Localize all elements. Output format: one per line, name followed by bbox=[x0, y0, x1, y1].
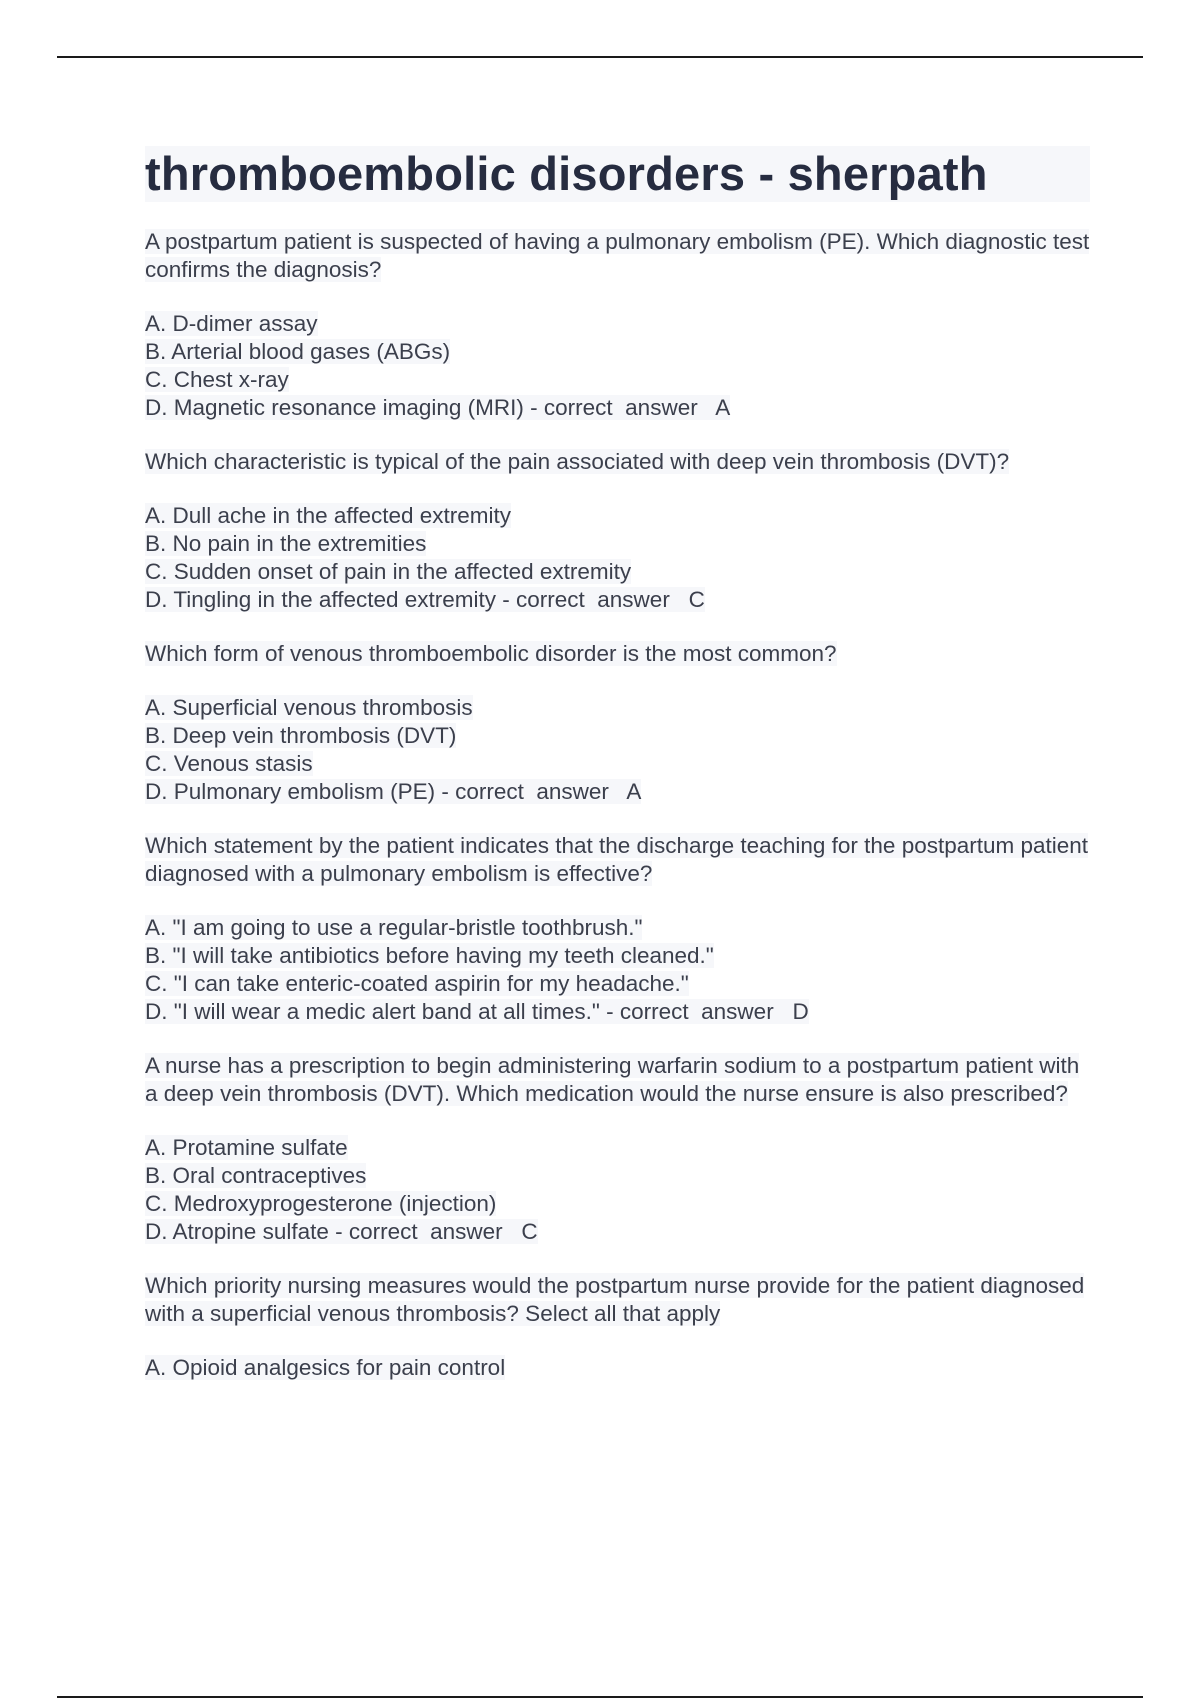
option-c: C. Medroxyprogesterone (injection) bbox=[145, 1191, 497, 1216]
correct-answer-label: - correct answer bbox=[328, 1219, 522, 1244]
correct-answer-label: - correct answer bbox=[435, 779, 627, 804]
correct-answer-value: D bbox=[792, 999, 809, 1024]
options-list bbox=[145, 502, 1090, 614]
correct-answer-label: - correct answer bbox=[496, 587, 689, 612]
bottom-rule bbox=[57, 1696, 1143, 1698]
question-6 bbox=[145, 1272, 1090, 1382]
option-c: C. Chest x-ray bbox=[145, 367, 289, 392]
question-text: Which priority nursing measures would the postpartum nurse provide for the patient diagnosed with a superficial venous thrombosis? Select all that apply bbox=[145, 1273, 1085, 1326]
option-a: A. D-dimer assay bbox=[145, 311, 318, 336]
options-list bbox=[145, 914, 1090, 1026]
option-b: B. Arterial blood gases (ABGs) bbox=[145, 339, 451, 364]
option-d: D. Magnetic resonance imaging (MRI) - correct answer A bbox=[145, 395, 731, 420]
top-rule bbox=[57, 56, 1143, 58]
option-b: B. Deep vein thrombosis (DVT) bbox=[145, 723, 457, 748]
option-d: D. Pulmonary embolism (PE) - correct answer A bbox=[145, 779, 642, 804]
options-list bbox=[145, 1354, 1090, 1382]
question-text: Which form of venous thromboembolic disorder is the most common? bbox=[145, 641, 837, 666]
question-text: A nurse has a prescription to begin administering warfarin sodium to a postpartum patient with a deep vein thrombosis (DVT). Which medication would the nurse ensure is also prescribed? bbox=[145, 1053, 1080, 1106]
option-d: D. Atropine sulfate - correct answer C bbox=[145, 1219, 538, 1244]
question-5 bbox=[145, 1052, 1090, 1246]
option-b: B. No pain in the extremities bbox=[145, 531, 427, 556]
correct-answer-value: C bbox=[521, 1219, 538, 1244]
correct-answer-label: - correct answer bbox=[523, 395, 716, 420]
option-b: B. Oral contraceptives bbox=[145, 1163, 367, 1188]
document-title: thromboembolic disorders - sherpath bbox=[145, 146, 1090, 202]
correct-answer-value: A bbox=[626, 779, 642, 804]
option-a: A. Dull ache in the affected extremity bbox=[145, 503, 512, 528]
options-list bbox=[145, 694, 1090, 806]
question-4 bbox=[145, 832, 1090, 1026]
option-a: A. Protamine sulfate bbox=[145, 1135, 348, 1160]
option-a: A. Opioid analgesics for pain control bbox=[145, 1355, 506, 1380]
question-1 bbox=[145, 228, 1090, 422]
question-2 bbox=[145, 448, 1090, 614]
option-d: D. "I will wear a medic alert band at all times." - correct answer D bbox=[145, 999, 809, 1024]
option-c: C. Venous stasis bbox=[145, 751, 313, 776]
options-list bbox=[145, 310, 1090, 422]
question-text: Which statement by the patient indicates that the discharge teaching for the postpartum patient diagnosed with a pulmonary embolism is effective? bbox=[145, 833, 1089, 886]
correct-answer-label: - correct answer bbox=[599, 999, 793, 1024]
option-a: A. Superficial venous thrombosis bbox=[145, 695, 473, 720]
option-b: B. "I will take antibiotics before having my teeth cleaned." bbox=[145, 943, 714, 968]
options-list bbox=[145, 1134, 1090, 1246]
option-c: C. Sudden onset of pain in the affected extremity bbox=[145, 559, 632, 584]
option-a: A. "I am going to use a regular-bristle toothbrush." bbox=[145, 915, 643, 940]
question-text: A postpartum patient is suspected of having a pulmonary embolism (PE). Which diagnostic test confirms the diagnosis? bbox=[145, 229, 1090, 282]
option-d: D. Tingling in the affected extremity - correct answer C bbox=[145, 587, 705, 612]
document-content bbox=[145, 146, 1090, 1408]
question-text: Which characteristic is typical of the pain associated with deep vein thrombosis (DVT)? bbox=[145, 449, 1010, 474]
question-3 bbox=[145, 640, 1090, 806]
option-c: C. "I can take enteric-coated aspirin for my headache." bbox=[145, 971, 689, 996]
correct-answer-value: C bbox=[688, 587, 705, 612]
correct-answer-value: A bbox=[715, 395, 731, 420]
